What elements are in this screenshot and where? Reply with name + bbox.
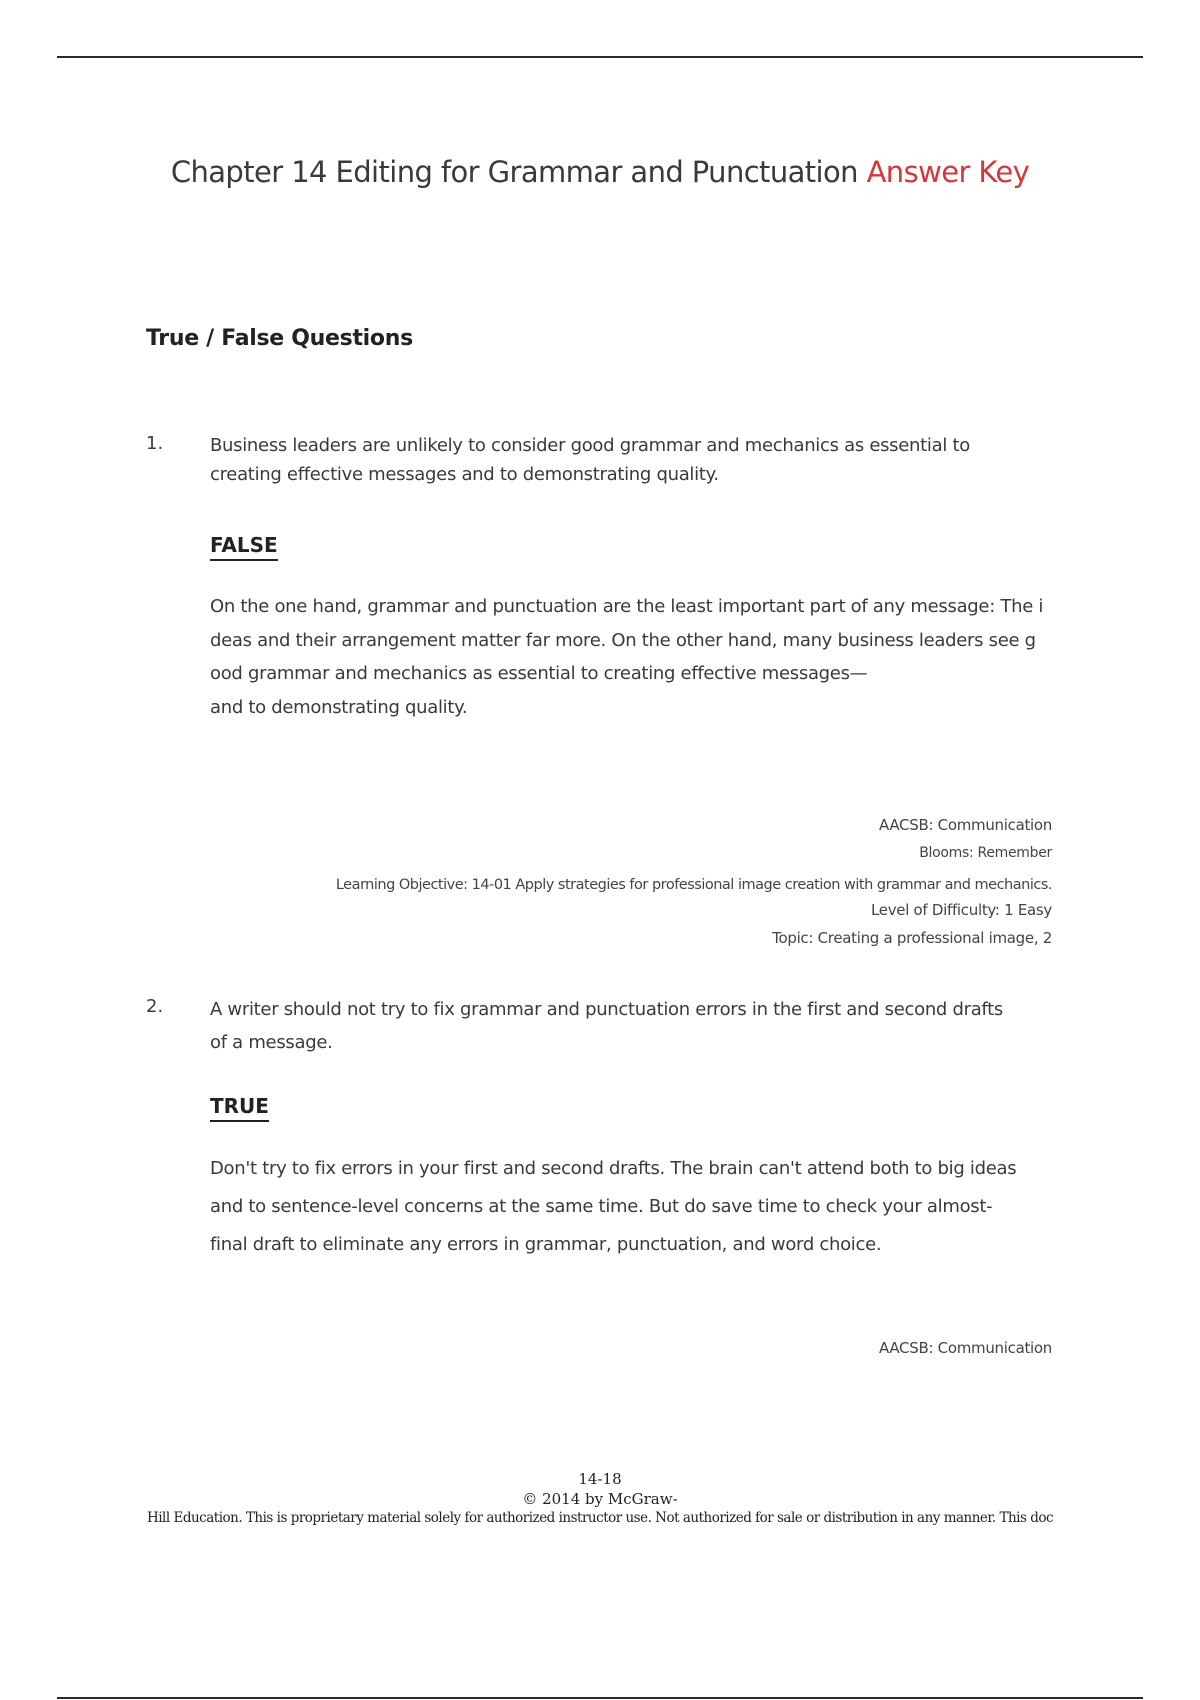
question-line: A writer should not try to fix grammar and punctuation errors in the first and second drafts (210, 999, 1003, 1020)
answer-label: FALSE (210, 533, 278, 561)
explanation-line: On the one hand, grammar and punctuation are the least important part of any message: The i (210, 596, 1044, 617)
question-number: 1. (146, 433, 164, 454)
explanation-line: deas and their arrangement matter far more. On the other hand, many business leaders see g (210, 629, 1036, 651)
meta-blooms: Blooms: Remember (919, 845, 1052, 861)
question-line: of a message. (210, 1032, 333, 1053)
meta-learning-objective: Learning Objective: 14-01 Apply strategies for professional image creation with grammar and mechanics. (335, 877, 1052, 893)
page-number: 14-18 (578, 1470, 622, 1488)
question-text (210, 431, 1040, 489)
explanation-line: ood grammar and mechanics as essential to creating effective messages— (210, 663, 868, 684)
bottom-rule (57, 1697, 1143, 1699)
question-line: creating effective messages and to demonstrating quality. (210, 464, 719, 485)
title-main: Chapter 14 Editing for Grammar and Punctuation (170, 155, 858, 189)
answer-explanation (210, 590, 1060, 724)
section-heading: True / False Questions (146, 326, 413, 351)
explanation-line: and to demonstrating quality. (210, 696, 468, 718)
answer-label: TRUE (210, 1094, 269, 1122)
meta-difficulty: Level of Difficulty: 1 Easy (870, 901, 1052, 919)
explanation-line: and to sentence-level concerns at the same time. But do save time to check your almost- (210, 1196, 993, 1217)
meta-aacsb: AACSB: Communication (878, 1339, 1052, 1357)
top-rule (57, 56, 1143, 58)
question-text (210, 993, 1040, 1059)
copyright: © 2014 by McGraw- (522, 1490, 678, 1508)
answer-explanation (210, 1150, 1060, 1264)
title-accent: Answer Key (866, 155, 1030, 189)
question-number: 2. (146, 996, 164, 1017)
question-line: Business leaders are unlikely to consider good grammar and mechanics as essential to (210, 435, 970, 456)
document-title (0, 155, 1200, 189)
meta-aacsb: AACSB: Communication (878, 816, 1052, 834)
copyright-notice: Hill Education. This is proprietary material solely for authorized instructor use. Not authorized for sale or distribution in any manner. This doc (146, 1510, 1054, 1526)
meta-topic: Topic: Creating a professional image, 2 (772, 929, 1052, 947)
explanation-line: Don't try to fix errors in your first and second drafts. The brain can't attend both to big ideas (210, 1158, 1017, 1179)
explanation-line: final draft to eliminate any errors in grammar, punctuation, and word choice. (210, 1234, 882, 1255)
